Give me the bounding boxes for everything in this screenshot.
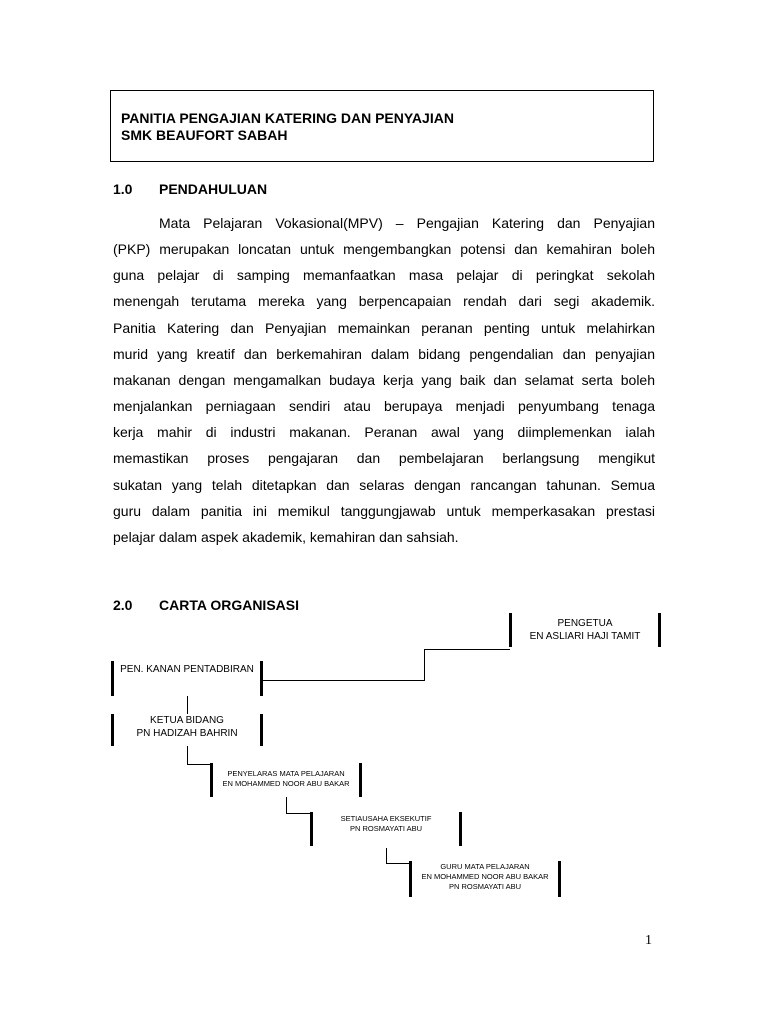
paragraph-line: menengah terutama mereka yang berpencapaian rendah dari segi akademik.	[113, 293, 655, 309]
connector-line	[262, 680, 425, 681]
org-name-setiausaha: PN ROSMAYATI ABU	[349, 824, 423, 833]
paragraph-line: murid yang kreatif dan berkemahiran dalam bidang pengendalian dan penyajian	[113, 346, 655, 362]
connector-line	[286, 797, 287, 814]
org-box-penyelaras	[210, 763, 362, 797]
connector-line	[386, 848, 387, 864]
org-box-guru	[409, 861, 561, 897]
org-name-pengetua: EN ASLIARI HAJI TAMIT	[529, 631, 641, 642]
page-number: 1	[645, 933, 652, 948]
org-box-setiausaha	[310, 812, 462, 846]
paragraph-line: kerja mahir di industri makanan. Peranan awal yang diimplemenkan ialah	[113, 424, 655, 440]
connector-line	[187, 696, 188, 714]
org-box-pengetua	[509, 613, 661, 647]
org-name-penyelaras: EN MOHAMMED NOOR ABU BAKAR	[222, 779, 350, 788]
paragraph-line: pelajar dalam aspek akademik, kemahiran dan sahsiah.	[113, 529, 459, 545]
connector-line	[286, 813, 311, 814]
org-box-pen-kanan	[111, 661, 263, 696]
org-role-guru: GURU MATA PELAJARAN	[440, 862, 530, 871]
connector-line	[386, 863, 411, 864]
paragraph-line: menjalankan perniagaan sendiri atau berupaya menjadi penyumbang tenaga	[113, 398, 655, 414]
org-role-pengetua: PENGETUA	[557, 618, 613, 629]
paragraph-line: (PKP) merupakan loncatan untuk mengembangkan potensi dan kemahiran boleh	[113, 241, 655, 257]
section-1-number: 1.0	[113, 181, 133, 197]
paragraph-line: Mata Pelajaran Vokasional(MPV) – Pengajian Katering dan Penyajian	[159, 215, 655, 231]
section-2-title: CARTA ORGANISASI	[159, 597, 299, 613]
document-title-box	[110, 90, 654, 162]
org-name-ketua-bidang: PN HADIZAH BAHRIN	[136, 728, 238, 739]
connector-line	[187, 764, 212, 765]
org-role-ketua-bidang: KETUA BIDANG	[150, 715, 224, 726]
connector-line	[187, 746, 188, 765]
org-role-penyelaras: PENYELARAS MATA PELAJARAN	[227, 769, 345, 778]
org-role-pen-kanan: PEN. KANAN PENTADBIRAN	[120, 664, 254, 675]
paragraph-line: guna pelajar di samping memanfaatkan masa pelajar di peringkat sekolah	[113, 267, 655, 283]
paragraph-line: Panitia Katering dan Penyajian memainkan peranan penting untuk melahirkan	[113, 320, 655, 336]
section-1-title: PENDAHULUAN	[159, 181, 268, 197]
paragraph-line: makanan dengan mengamalkan budaya kerja yang baik dan selamat serta boleh	[113, 372, 655, 388]
connector-line	[424, 649, 510, 650]
org-box-ketua-bidang	[111, 714, 263, 746]
paragraph-line: memastikan proses pengajaran dan pembelajaran berlangsung mengikut	[113, 450, 655, 466]
org-name-guru-1: EN MOHAMMED NOOR ABU BAKAR	[421, 872, 549, 881]
paragraph-line: sukatan yang telah ditetapkan dan selaras dengan rancangan tahunan. Semua	[113, 477, 655, 493]
org-name-guru-2: PN ROSMAYATI ABU	[448, 882, 522, 891]
document-title-line-2: SMK BEAUFORT SABAH	[121, 127, 288, 143]
connector-line	[424, 649, 425, 681]
document-title-line-1: PANITIA PENGAJIAN KATERING DAN PENYAJIAN	[121, 110, 454, 126]
paragraph-line: guru dalam panitia ini memikul tanggungjawab untuk memperkasakan prestasi	[113, 503, 655, 519]
section-2-number: 2.0	[113, 597, 133, 613]
org-role-setiausaha: SETIAUSAHA EKSEKUTIF	[340, 814, 432, 823]
